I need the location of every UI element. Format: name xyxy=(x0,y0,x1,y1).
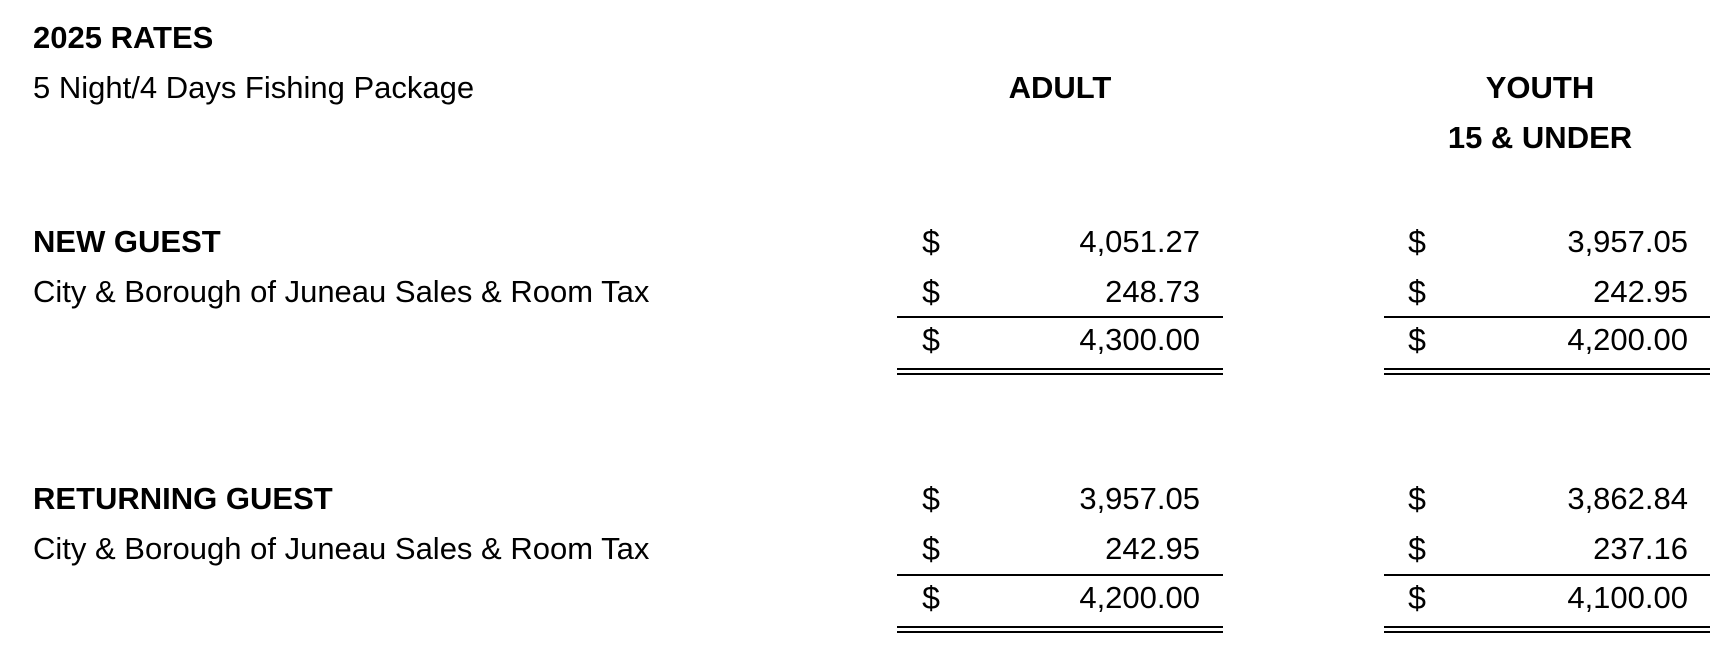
new-guest-tax-label: City & Borough of Juneau Sales & Room Tax xyxy=(33,274,650,309)
returning-guest-youth-total: 4,100.00 xyxy=(1567,580,1688,615)
total-double-rule xyxy=(897,368,1223,375)
new-guest-label: NEW GUEST xyxy=(33,224,221,259)
currency-symbol: $ xyxy=(1408,224,1426,260)
new-guest-youth-tax: 242.95 xyxy=(1593,274,1688,309)
currency-symbol: $ xyxy=(1408,531,1426,567)
currency-symbol: $ xyxy=(922,322,940,358)
returning-guest-youth-tax: 237.16 xyxy=(1593,531,1688,566)
currency-symbol: $ xyxy=(1408,274,1426,310)
new-guest-adult-tax: 248.73 xyxy=(1105,274,1200,309)
returning-guest-youth-rate: 3,862.84 xyxy=(1567,481,1688,516)
returning-guest-adult-total: 4,200.00 xyxy=(1079,580,1200,615)
youth-column-header: YOUTH xyxy=(1485,70,1595,105)
currency-symbol: $ xyxy=(922,481,940,517)
currency-symbol: $ xyxy=(922,531,940,567)
adult-column-header: ADULT xyxy=(1008,70,1112,105)
returning-guest-tax-label: City & Borough of Juneau Sales & Room Tax xyxy=(33,531,650,566)
returning-guest-label: RETURNING GUEST xyxy=(33,481,333,516)
total-double-rule xyxy=(1384,368,1710,375)
currency-symbol: $ xyxy=(922,580,940,616)
page-title: 2025 RATES xyxy=(33,20,214,55)
subtotal-rule xyxy=(1384,574,1710,576)
total-double-rule xyxy=(897,626,1223,633)
currency-symbol: $ xyxy=(922,274,940,310)
subtotal-rule xyxy=(897,574,1223,576)
total-double-rule xyxy=(1384,626,1710,633)
new-guest-youth-rate: 3,957.05 xyxy=(1567,224,1688,259)
currency-symbol: $ xyxy=(1408,481,1426,517)
youth-age-note: 15 & UNDER xyxy=(1447,120,1633,155)
currency-symbol: $ xyxy=(1408,322,1426,358)
new-guest-adult-total: 4,300.00 xyxy=(1079,322,1200,357)
currency-symbol: $ xyxy=(1408,580,1426,616)
new-guest-adult-rate: 4,051.27 xyxy=(1079,224,1200,259)
returning-guest-adult-tax: 242.95 xyxy=(1105,531,1200,566)
returning-guest-adult-rate: 3,957.05 xyxy=(1079,481,1200,516)
new-guest-youth-total: 4,200.00 xyxy=(1567,322,1688,357)
currency-symbol: $ xyxy=(922,224,940,260)
package-name: 5 Night/4 Days Fishing Package xyxy=(33,70,475,105)
subtotal-rule xyxy=(1384,316,1710,318)
subtotal-rule xyxy=(897,316,1223,318)
